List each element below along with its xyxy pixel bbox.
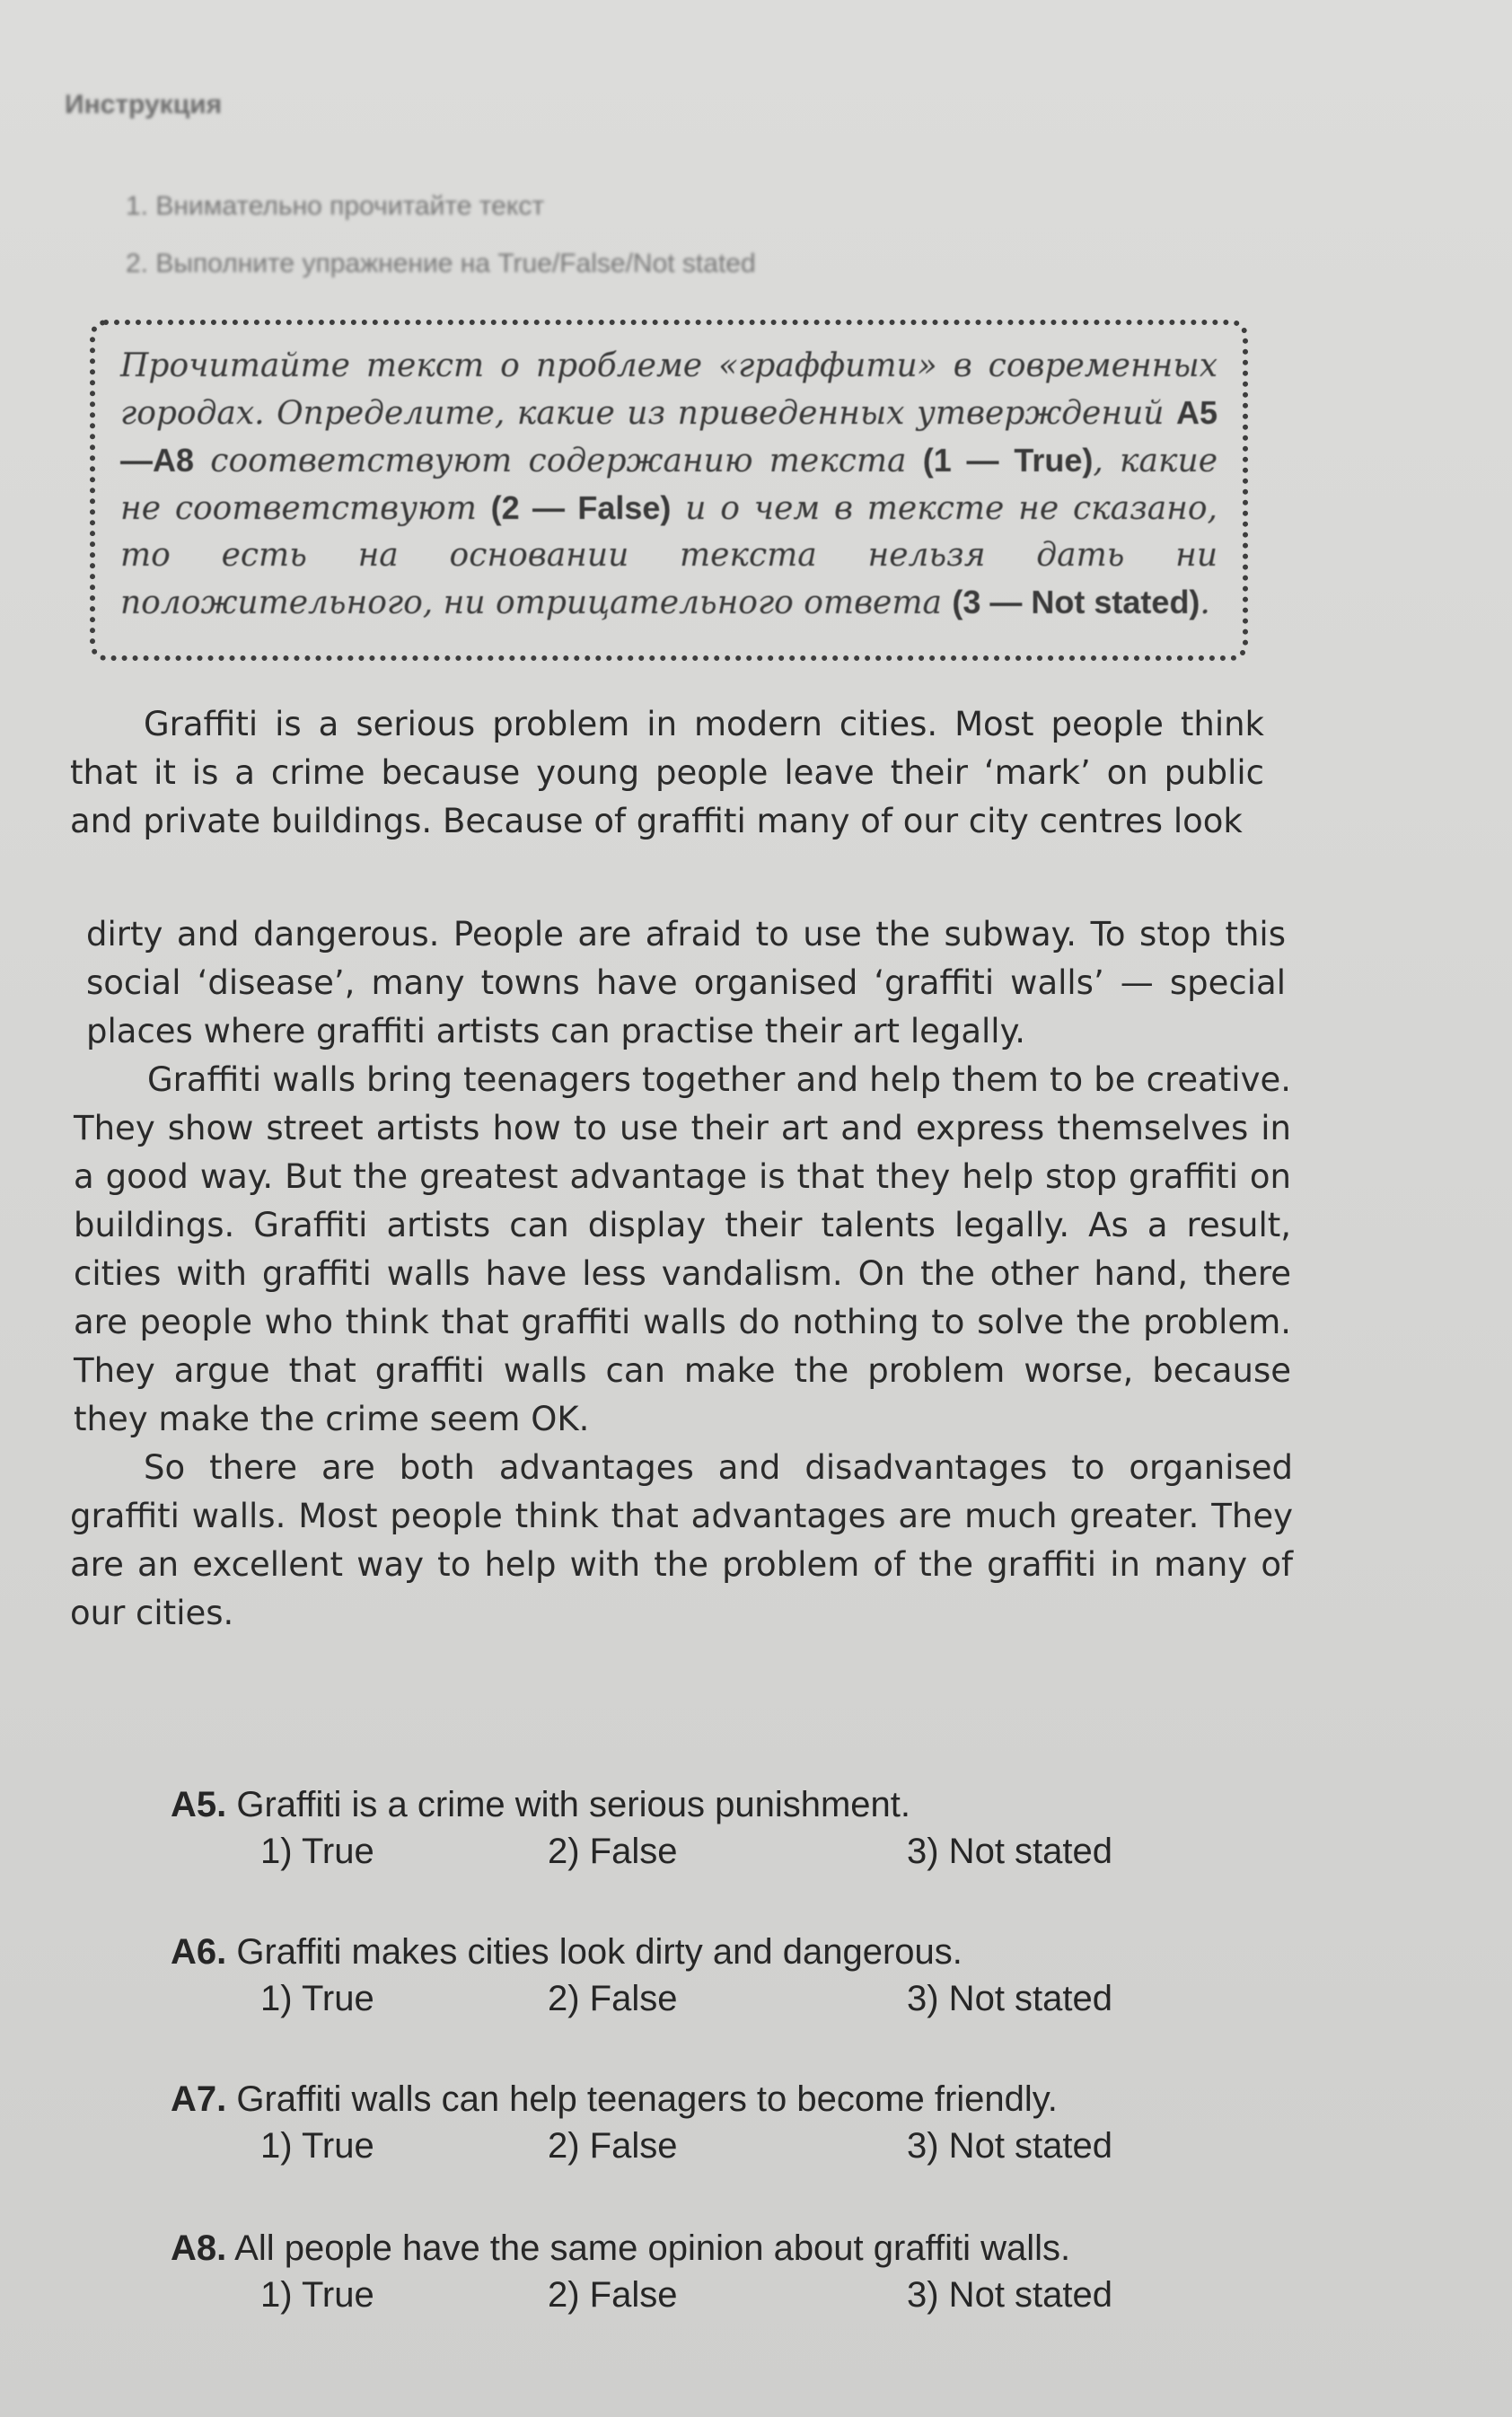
task-box	[90, 320, 1248, 661]
task-not-stated-label: (3 — Not stated)	[952, 584, 1200, 620]
question-number: A7.	[171, 2079, 227, 2119]
question-statement: Graffiti makes cities look dirty and dangerous.	[226, 1932, 963, 1972]
task-text-part: .	[1200, 584, 1210, 621]
option-not-stated[interactable]: 3) Not stated	[907, 1979, 1113, 2018]
text-paragraph-3: Graffiti walls bring teenagers together and help them to be creative. They show street artists how to use their art and express themselves in a good way. But the greatest advantage is that they help stop graffiti on buildings. Graffiti artists can display their talents legally. As a result, cities with graffiti walls have less vandalism. On the other hand, there are people who think that graffiti walls do nothing to solve the problem. They argue that graffiti walls can make the problem worse, because they make the crime seem OK.	[74, 1060, 1291, 1438]
question-a5	[171, 1781, 1248, 1882]
answer-options	[171, 1979, 1248, 2029]
question-number: A6.	[171, 1932, 227, 1972]
option-true[interactable]: 1) True	[260, 2275, 374, 2315]
task-instructions	[120, 343, 1218, 627]
option-false[interactable]: 2) False	[548, 2275, 678, 2315]
question-text	[171, 1781, 1248, 1828]
task-text-part: , какие не соответствуют	[120, 443, 1218, 527]
text-paragraph-1: Graffiti is a serious problem in modern cities. Most people think that it is a crime because young people leave their ‘mark’ on public and private buildings. Because of graffiti many of our city centres look	[70, 705, 1264, 840]
instructions-list	[126, 178, 756, 293]
answer-options	[171, 2275, 1248, 2325]
question-number: A5.	[171, 1785, 227, 1824]
answer-options	[171, 2126, 1248, 2176]
question-text	[171, 2225, 1248, 2272]
option-false[interactable]: 2) False	[548, 1979, 678, 2018]
question-statement: Graffiti is a crime with serious punishment.	[226, 1785, 911, 1824]
option-true[interactable]: 1) True	[260, 2126, 374, 2166]
task-text-part: и о чем в тексте не сказано, то есть на основании текста нельзя дать ни положительного, ни отрицательного ответа	[120, 490, 1218, 621]
question-text	[171, 2076, 1248, 2123]
question-statement: All people have the same opinion about graffiti walls.	[226, 2228, 1071, 2268]
option-true[interactable]: 1) True	[260, 1979, 374, 2018]
option-false[interactable]: 2) False	[548, 1832, 678, 1871]
task-true-label: (1 — True)	[922, 442, 1094, 479]
text-paragraph-2: dirty and dangerous. People are afraid to use the subway. To stop this social ‘disease’, many towns have organised ‘graffiti walls’ — special places where graffiti artists can practise their art legally.	[86, 915, 1286, 1050]
option-true[interactable]: 1) True	[260, 1832, 374, 1871]
text-paragraph-4: So there are both advantages and disadvantages to organised graffiti walls. Most people think that advantages are much greater. They are an excellent way to help with the problem of the graffiti in many of our cities.	[70, 1448, 1293, 1632]
option-not-stated[interactable]: 3) Not stated	[907, 1832, 1113, 1871]
instruction-item: 2. Выполните упражнение на True/False/Not stated	[126, 249, 756, 278]
task-false-label: (2 — False)	[490, 489, 672, 526]
option-not-stated[interactable]: 3) Not stated	[907, 2275, 1113, 2315]
question-number: A8.	[171, 2228, 227, 2268]
option-not-stated[interactable]: 3) Not stated	[907, 2126, 1113, 2166]
question-a6	[171, 1929, 1248, 2029]
task-text-part: соответствуют содержанию текста	[194, 443, 923, 479]
answer-options	[171, 1832, 1248, 1882]
task-range: А5—А8	[120, 394, 1218, 479]
instruction-item: 1. Внимательно прочитайте текст	[126, 191, 545, 221]
question-statement: Graffiti walls can help teenagers to become friendly.	[226, 2079, 1058, 2119]
question-a8	[171, 2225, 1248, 2325]
question-a7	[171, 2076, 1248, 2176]
question-text	[171, 1929, 1248, 1975]
option-false[interactable]: 2) False	[548, 2126, 678, 2166]
task-text-part: Прочитайте текст о проблеме «граффити» в современных городах. Определите, какие из приведенных утверждений	[120, 347, 1218, 432]
instructions-title: Инструкция	[65, 90, 223, 119]
